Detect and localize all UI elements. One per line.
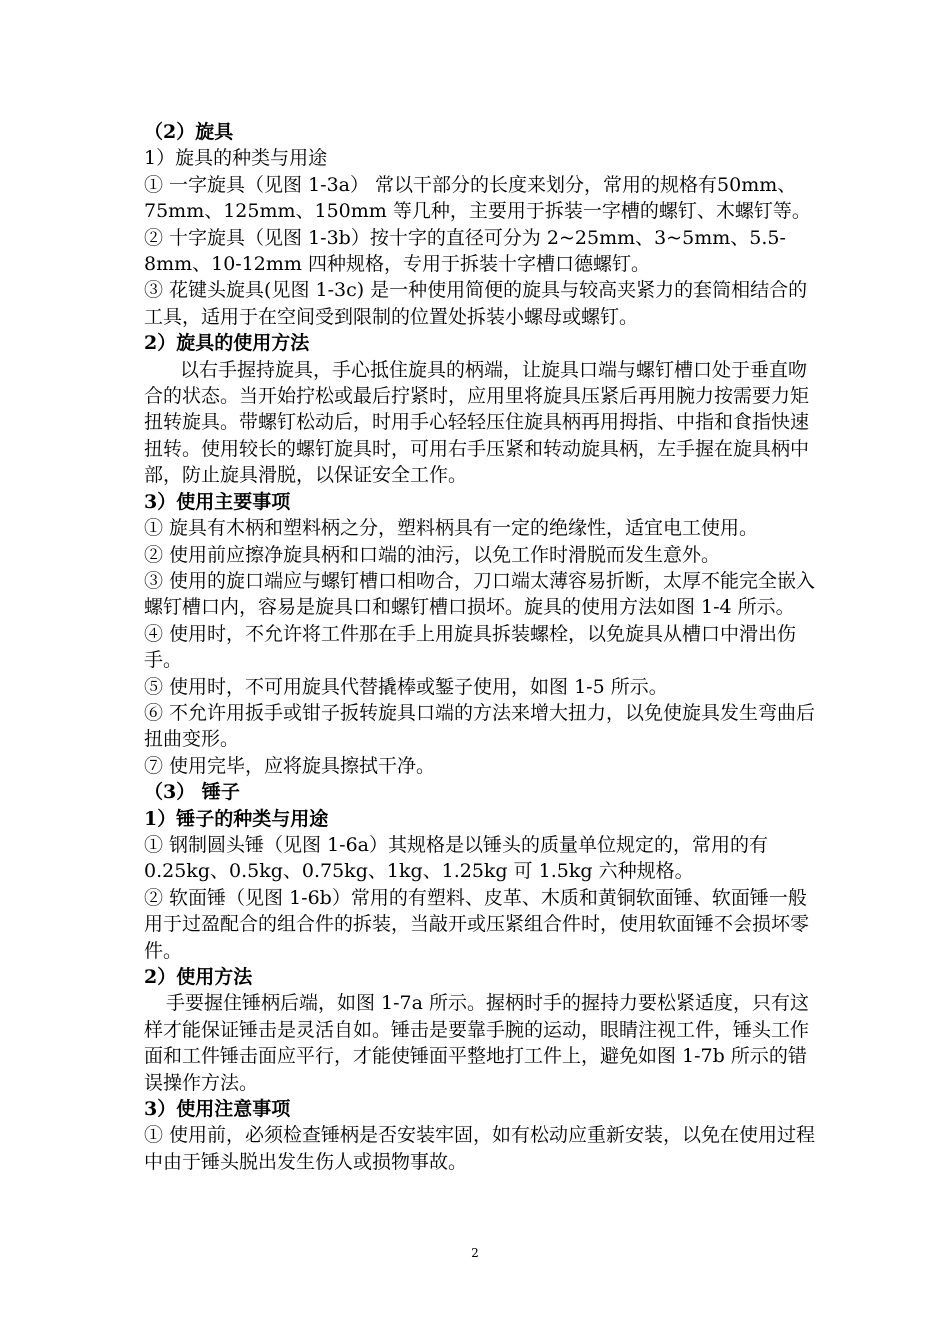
paragraph: ① 钢制圆头锤（见图 1-6a）其规格是以锤头的质量单位规定的，常用的有 0.25kg、0.5kg、0.75kg、1kg、1.25kg 可 1.5kg 六种规格。 [144,833,769,883]
paragraph: ⑤ 使用时，不可用旋具代替撬棒或錾子使用，如图 1-5 所示。 [144,675,668,698]
section-heading: 2）旋具的使用方法 [144,332,310,355]
paragraph: ② 使用前应擦净旋具柄和口端的油污，以免工作时滑脱而发生意外。 [144,543,721,566]
section-heading: （2）旋具 [144,121,234,143]
section-heading: 3）使用主要事项 [144,490,291,513]
section-heading: 1）锤子的种类与用途 [144,807,329,830]
paragraph: ① 旋具有木柄和塑料柄之分，塑料柄具有一定的绝缘性，适宜电工使用。 [144,517,759,540]
section-heading: 3）使用注意事项 [144,1098,291,1121]
paragraph: ② 十字旋具（见图 1-3b）按十字的直径可分为 2~25mm、3~5mm、5.5-8mm、10-12mm 四种规格，专用于拆装十字槽口德螺钉。 [144,226,786,276]
paragraph: 以右手握持旋具，手心抵住旋具的柄端，让旋具口端与螺钉槽口处于垂直吻合的状态。当开始拧松或最后拧紧时，应用里将旋具压紧后再用腕力按需要力矩扭转旋具。带螺钉松动后，时用手心轻轻压住旋具柄再用拇指、中指和食指快速扭转。使用较长的螺钉旋具时，可用右手压紧和转动旋具柄，左手握在旋具柄中部，防止旋具滑脱，以保证安全工作。 [144,358,810,487]
paragraph: ① 使用前，必须检查锤柄是否安装牢固，如有松动应重新安装，以免在使用过程中由于锤头脱出发生伤人或损物事故。 [144,1124,816,1173]
paragraph: ③ 使用的旋口端应与螺钉槽口相吻合，刀口端太薄容易折断，太厚不能完全嵌入螺钉槽口内，容易是旋具口和螺钉槽口损坏。旋具的使用方法如图 1-4 所示。 [144,569,816,619]
paragraph: ⑥ 不允许用扳手或钳子扳转旋具口端的方法来增大扭力，以免使旋具发生弯曲后扭曲变形。 [144,701,816,751]
paragraph: 手要握住锤柄后端，如图 1-7a 所示。握柄时手的握持力要松紧适度，只有这样才能保证锤击是灵活自如。锤击是要靠手腕的运动，眼睛注视工件，锤头工作面和工件锤击面应平行，才能使锤面平整地打工件上，避免如图 1-7b 所示的错误操作方法。 [144,992,810,1094]
paragraph: ② 软面锤（见图 1-6b）常用的有塑料、皮革、木质和黄铜软面锤、软面锤一般用于过盈配合的组合件的拆装，当敲开或压紧组合件时，使用软面锤不会损坏零件。 [144,886,810,962]
paragraph: ① 一字旋具（见图 1-3a） 常以干部分的长度来划分，常用的规格有50mm、75mm、125mm、150mm 等几种，主要用于拆装一字槽的螺钉、木螺钉等。 [144,173,811,223]
document-body [144,119,824,1175]
section-heading: （3） 锤子 [144,781,240,804]
paragraph: ④ 使用时，不允许将工件那在手上用旋具拆装螺栓，以免旋具从槽口中滑出伤手。 [144,622,797,672]
section-heading: 2）使用方法 [144,966,253,988]
paragraph: 1）旋具的种类与用途 [144,147,328,170]
paragraph: ③ 花键头旋具(见图 1-3c) 是一种使用简便的旋具与较高夹紧力的套筒相结合的工具，适用于在空间受到限制的位置处拆装小螺母或螺钉。 [144,279,808,328]
page-number: 2 [471,1246,479,1260]
paragraph: ⑦ 使用完毕，应将旋具擦拭干净。 [144,754,436,777]
